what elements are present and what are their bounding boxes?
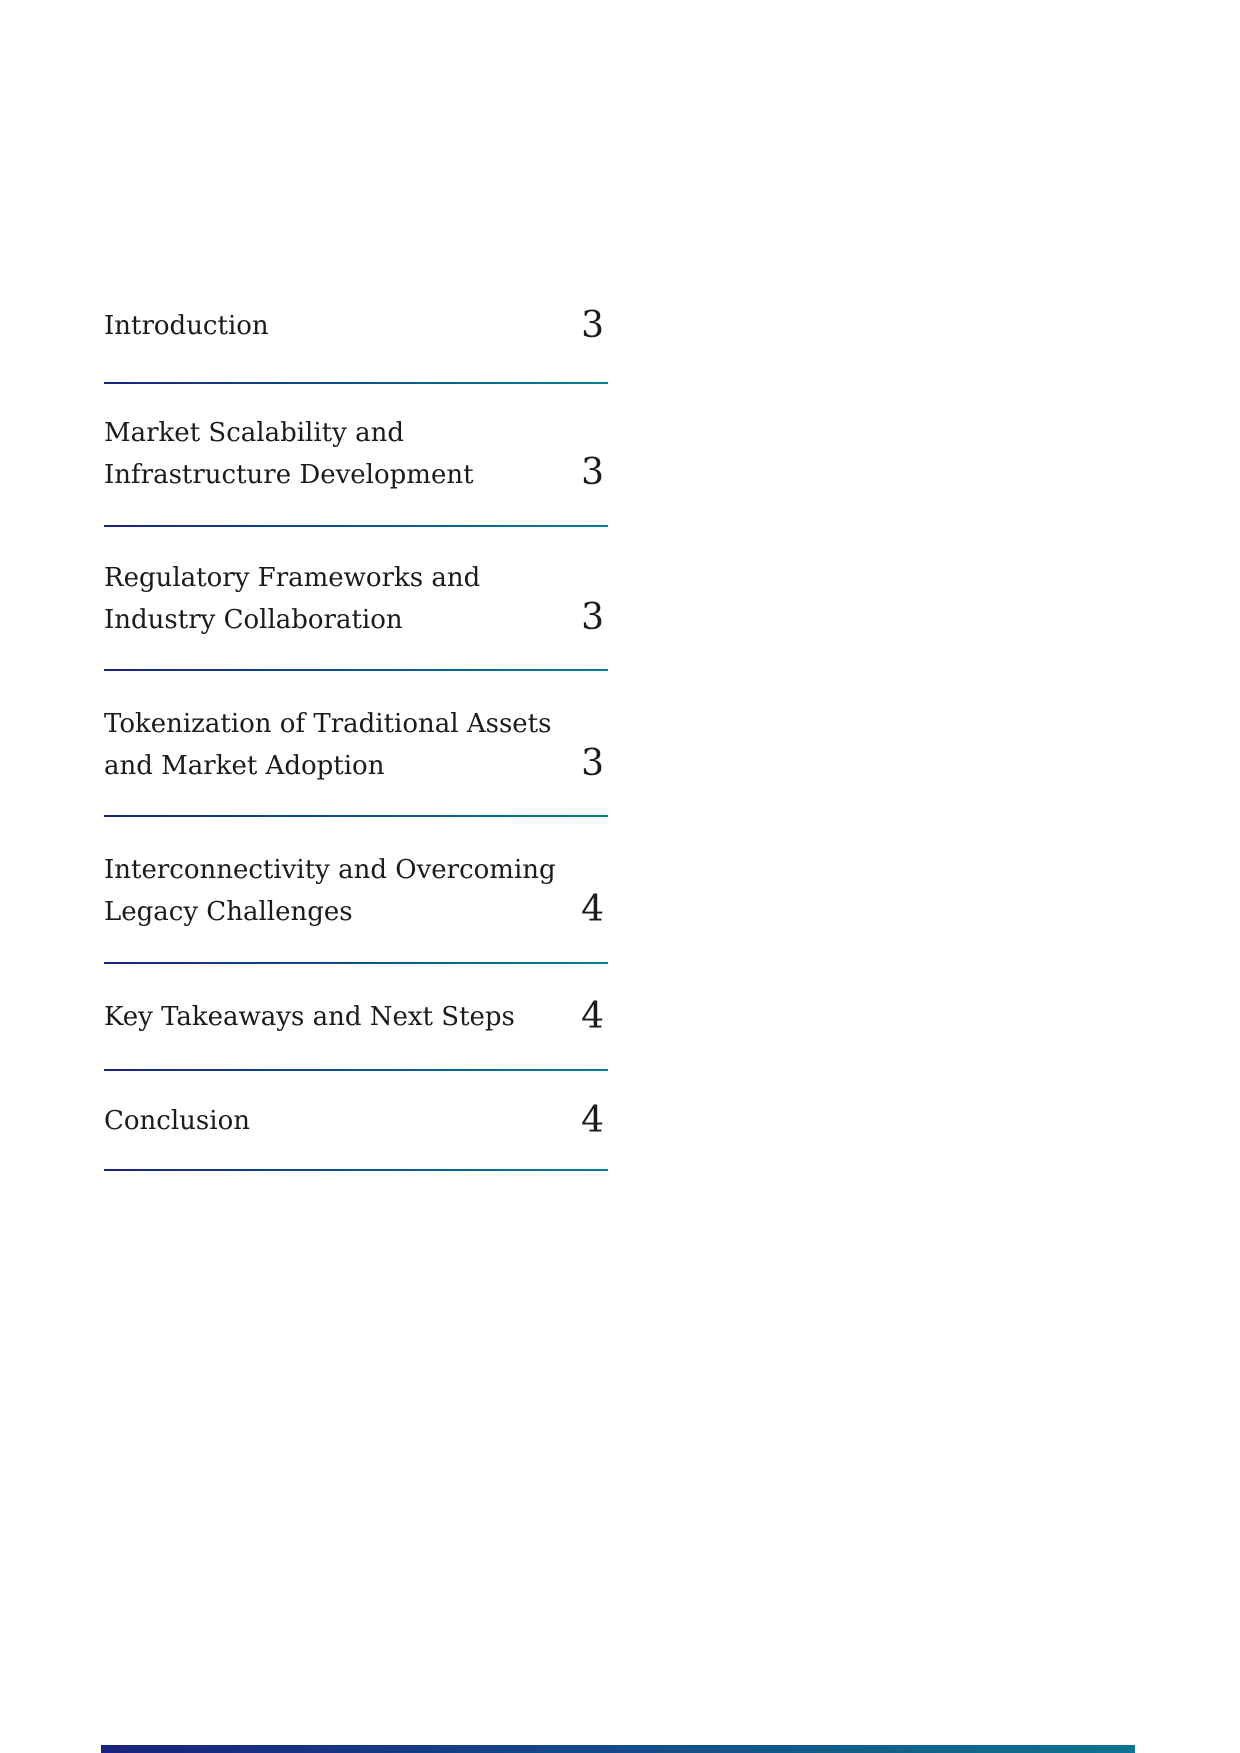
toc-entry-title[interactable]: Conclusion bbox=[104, 1106, 250, 1136]
toc-entry-title[interactable]: Regulatory Frameworks and Industry Collaboration bbox=[104, 563, 481, 635]
toc-entry-title[interactable]: Interconnectivity and Overcoming Legacy Challenges bbox=[104, 855, 556, 927]
toc-entry-market-scalability[interactable] bbox=[104, 412, 608, 512]
toc-divider bbox=[104, 525, 608, 527]
toc-entry-page-number: 3 bbox=[581, 597, 604, 638]
toc-divider bbox=[104, 1169, 608, 1171]
toc-divider bbox=[104, 669, 608, 671]
toc-entry-title[interactable]: Key Takeaways and Next Steps bbox=[104, 1002, 515, 1032]
toc-divider bbox=[104, 815, 608, 817]
toc-entry-page-number: 3 bbox=[581, 743, 604, 784]
toc-entry-page-number: 3 bbox=[581, 305, 604, 346]
toc-entry-key-takeaways[interactable] bbox=[104, 996, 608, 1056]
toc-divider bbox=[104, 382, 608, 384]
toc-entry-page-number: 3 bbox=[581, 452, 604, 493]
toc-entry-conclusion[interactable] bbox=[104, 1100, 608, 1160]
toc-entry-introduction[interactable] bbox=[104, 305, 608, 385]
toc-entry-tokenization[interactable] bbox=[104, 703, 608, 803]
toc-entry-title[interactable]: Tokenization of Traditional Assets and Market Adoption bbox=[104, 709, 552, 781]
toc-entry-page-number: 4 bbox=[581, 889, 604, 930]
toc-divider bbox=[104, 1069, 608, 1071]
toc-entry-interconnectivity[interactable] bbox=[104, 849, 608, 949]
toc-divider bbox=[104, 962, 608, 964]
toc-entry-page-number: 4 bbox=[581, 996, 604, 1037]
toc-entry-title[interactable]: Market Scalability and Infrastructure Development bbox=[104, 418, 474, 490]
footer-accent-bar bbox=[101, 1745, 1135, 1753]
toc-entry-page-number: 4 bbox=[581, 1100, 604, 1141]
toc-entry-regulatory-frameworks[interactable] bbox=[104, 557, 608, 657]
toc-entry-title[interactable]: Introduction bbox=[104, 311, 269, 341]
